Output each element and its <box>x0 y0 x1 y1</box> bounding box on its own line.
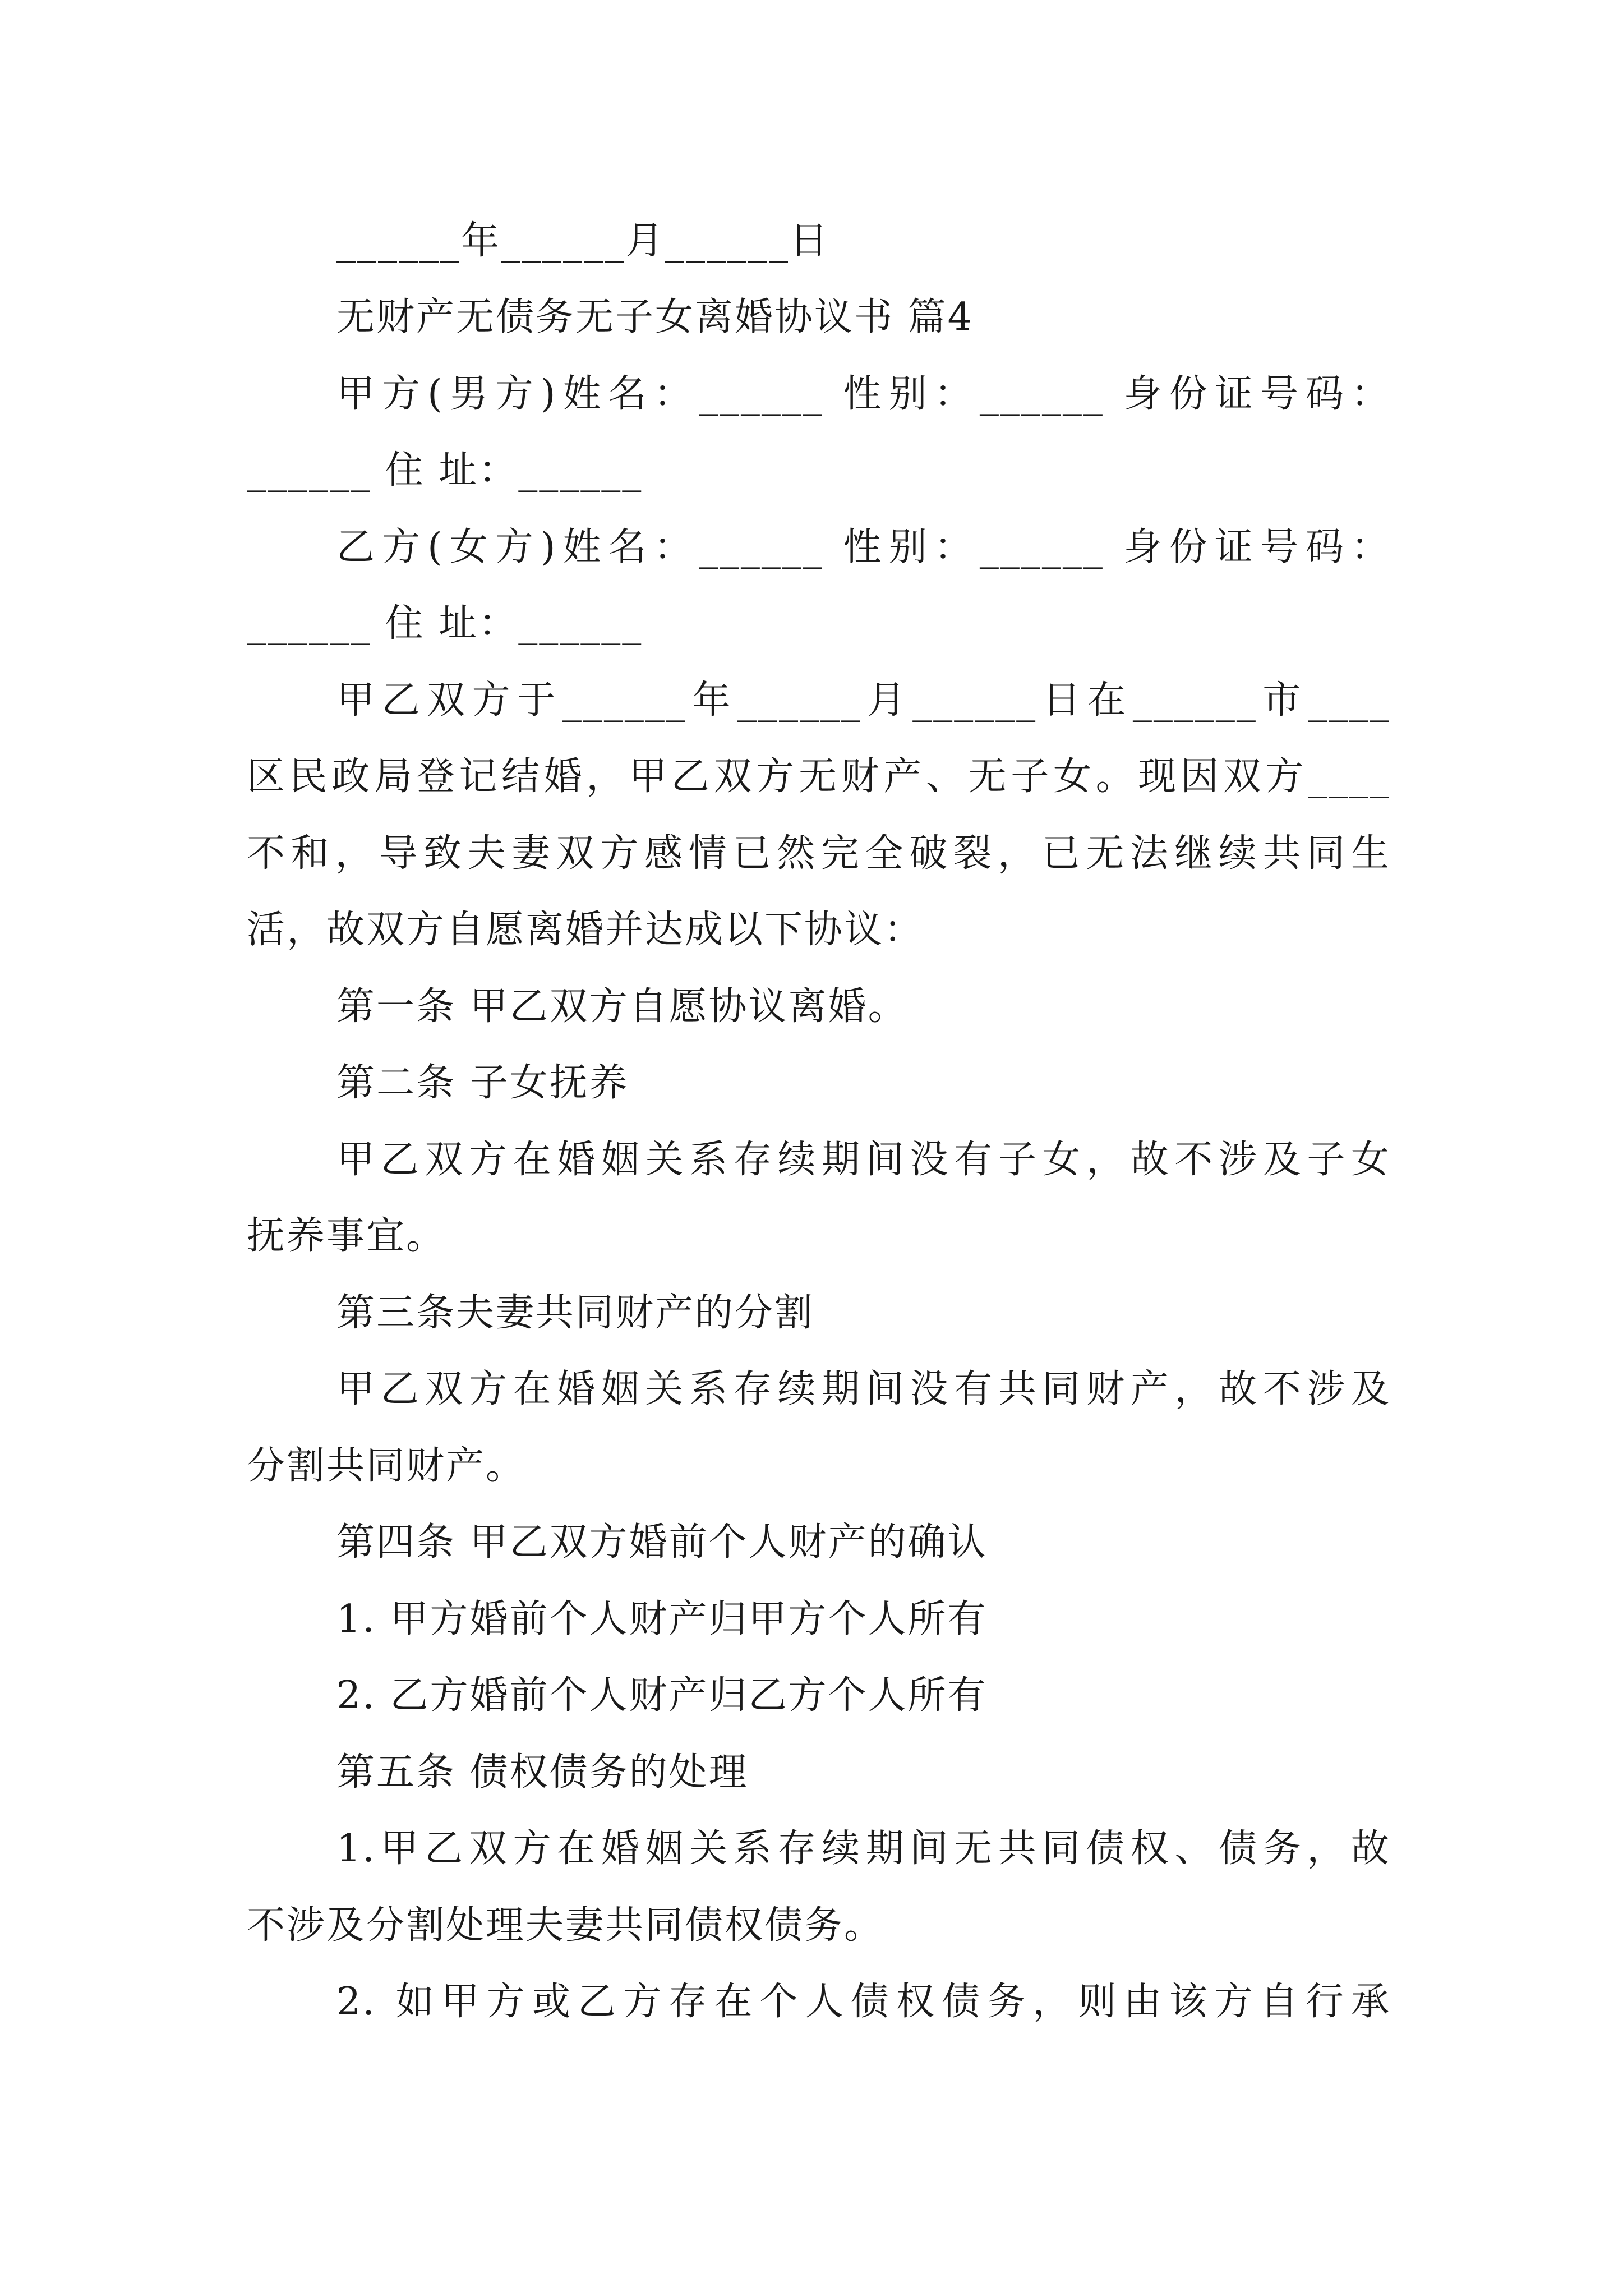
list-item: 2. 如甲方或乙方存在个人债权债务，则由该方自行承 <box>336 1980 1391 2024</box>
list-item: 1.甲乙双方在婚姻关系存续期间无共同债权、债务，故 <box>336 1826 1391 1871</box>
party-a-address-line: ______ 住 址：______ <box>247 448 643 493</box>
party-b-address-line: ______ 住 址：______ <box>247 601 643 646</box>
party-b-info-line: 乙方(女方)姓名：______ 性别：______ 身份证号码： <box>336 525 1391 569</box>
date-line: ______年______月______日 <box>336 219 830 263</box>
article-heading: 第二条 子女抚养 <box>336 1061 629 1105</box>
paragraph-line: 不和，导致夫妻双方感情已然完全破裂，已无法继续共同生 <box>247 831 1391 876</box>
party-a-info-line: 甲方(男方)姓名：______ 性别：______ 身份证号码： <box>336 372 1391 416</box>
paragraph-line: 甲乙双方于______年______月______日在______市____ <box>336 678 1391 723</box>
paragraph-line: 区民政局登记结婚，甲乙双方无财产、无子女。现因双方____ <box>247 754 1391 799</box>
list-item: 2. 乙方婚前个人财产归乙方个人所有 <box>336 1673 988 1718</box>
paragraph-line: 甲乙双方在婚姻关系存续期间没有子女，故不涉及子女 <box>336 1138 1391 1182</box>
article-heading: 第三条夫妻共同财产的分割 <box>336 1291 815 1335</box>
paragraph-line: 活，故双方自愿离婚并达成以下协议： <box>247 908 924 952</box>
paragraph-line: 分割共同财产。 <box>247 1444 526 1488</box>
list-item: 1. 甲方婚前个人财产归甲方个人所有 <box>336 1597 988 1641</box>
article-heading: 第五条 债权债务的处理 <box>336 1750 749 1795</box>
document-title: 无财产无债务无子女离婚协议书 篇4 <box>336 295 974 339</box>
paragraph-line: 不涉及分割处理夫妻共同债权债务。 <box>247 1903 884 1948</box>
paragraph-line: 甲乙双方在婚姻关系存续期间没有共同财产，故不涉及 <box>336 1367 1391 1411</box>
article-heading: 第一条 甲乙双方自愿协议离婚。 <box>336 984 908 1029</box>
paragraph-line: 抚养事宜。 <box>247 1214 446 1258</box>
article-heading: 第四条 甲乙双方婚前个人财产的确认 <box>336 1520 988 1565</box>
